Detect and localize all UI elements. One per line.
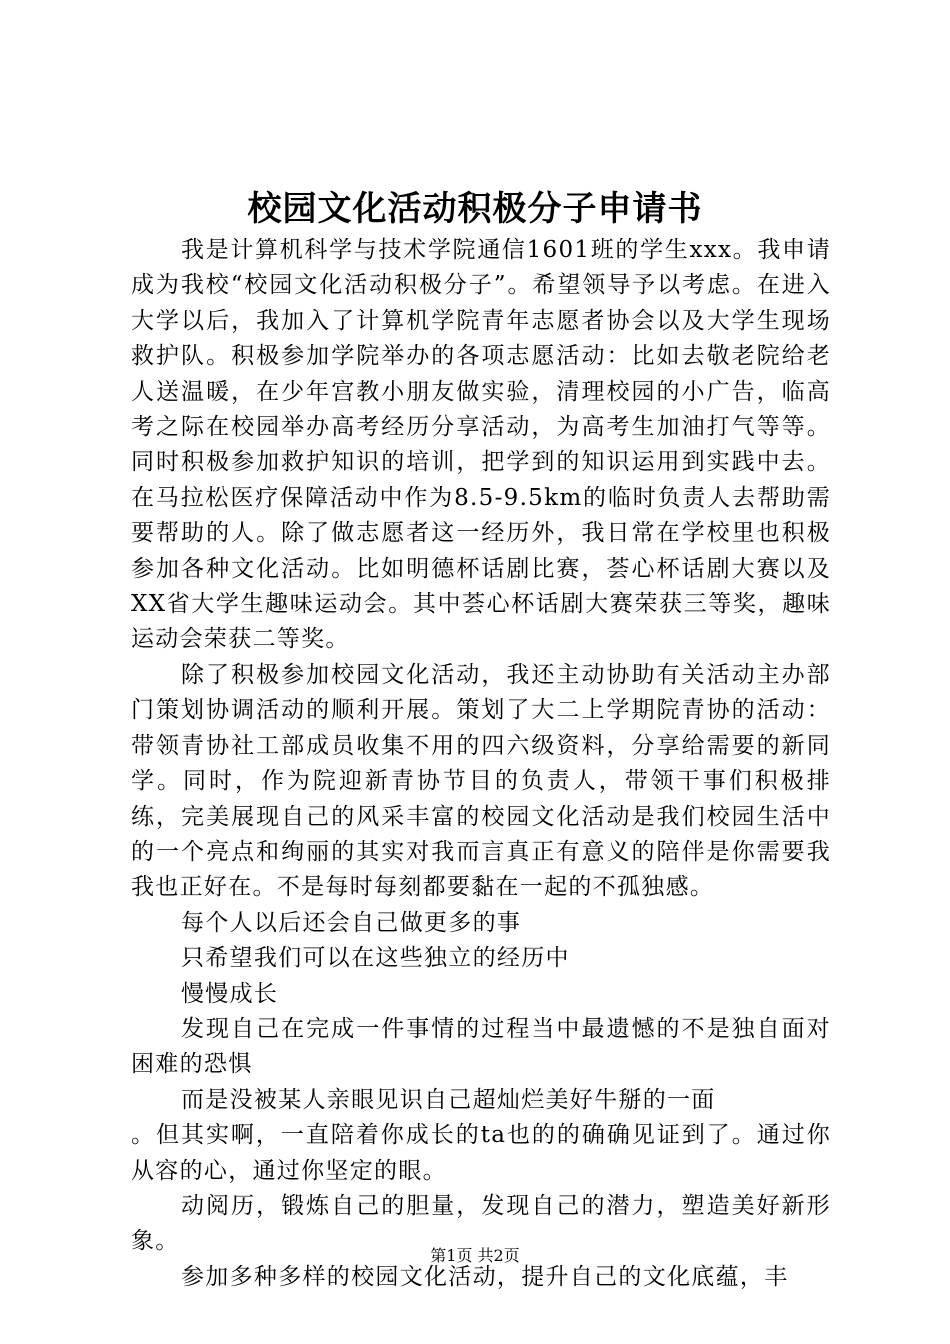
- paragraph-event-planning: 除了积极参加校园文化活动，我还主动协助有关活动主办部门策划协调活动的顺利开展。策划了大二上学期院青协的活动：带领青协社工部成员收集不用的四六级资料，分享给需要的新同学。同时，作为院迎新青协节目的负责人，带领干事们积极排练，完美展现自己的风采丰富的校园文化活动是我们校园生活中的一个亮点和绚丽的其实对我而言真正有意义的陪伴是你需要我我也正好在。不是每时每刻都要黏在一起的不孤独感。: [131, 661, 831, 901]
- document-title: 校园文化活动积极分子申请书: [247, 189, 703, 229]
- paragraph-line-unseen-moment: 而是没被某人亲眼见识自己超灿烂美好牛掰的一面: [181, 1086, 716, 1113]
- paragraph-line-cultural-activities: 参加多种多样的校园文化活动，提升自己的文化底蕴，丰: [181, 1263, 789, 1290]
- paragraph-line-witness: 。但其实啊，一直陪着你成长的ta也的的确确见证到了。通过你从容的心，通过你坚定的眼。: [131, 1122, 831, 1184]
- paragraph-line-regret: 发现自己在完成一件事情的过程当中最遗憾的不是独自面对困难的恐惧: [131, 1015, 831, 1078]
- page-number-footer: 第1页 共2页: [430, 1246, 520, 1265]
- paragraph-line-independent-experiences: 只希望我们可以在这些独立的经历中: [181, 945, 570, 972]
- paragraph-line-new-image: 动阅历，锻炼自己的胆量，发现自己的潜力，塑造美好新形象。: [131, 1192, 831, 1255]
- paragraph-line-more-things: 每个人以后还会自己做更多的事: [181, 909, 522, 936]
- document-body: [131, 233, 831, 1295]
- paragraph-line-grow-slowly: 慢慢成长: [181, 980, 279, 1007]
- paragraph-application-intro: 我是计算机科学与技术学院通信1601班的学生xxx。我申请成为我校“校园文化活动积极分子”。希望领导予以考虑。在进入大学以后，我加入了计算机学院青年志愿者协会以及大学生现场救护队。积极参加学院举办的各项志愿活动：比如去敬老院给老人送温暖，在少年宫教小朋友做实验，清理校园的小广告，临高考之际在校园举办高考经历分享活动，为高考生加油打气等等。同时积极参加救护知识的培训，把学到的知识运用到实践中去。在马拉松医疗保障活动中作为8.5-9.5km的临时负责人去帮助需要帮助的人。除了做志愿者这一经历外，我日常在学校里也积极参加各种文化活动。比如明德杯话剧比赛，荟心杯话剧大赛以及XX省大学生趣味运动会。其中荟心杯话剧大赛荣获三等奖，趣味运动会荣获二等奖。: [131, 237, 831, 653]
